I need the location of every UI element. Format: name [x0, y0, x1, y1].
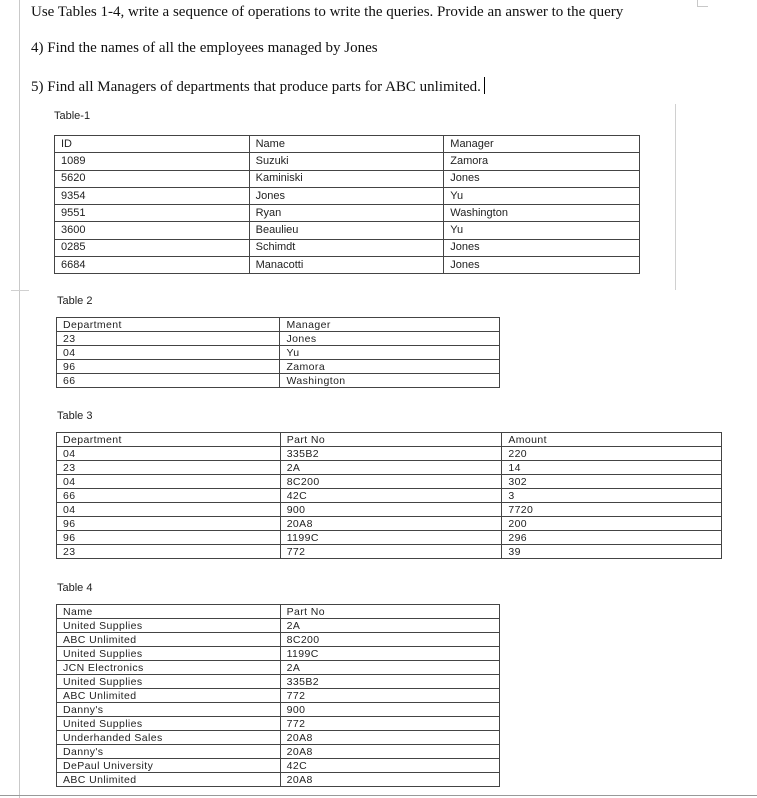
table-row — [57, 675, 500, 689]
table-cell: ABC Unlimited — [57, 689, 281, 703]
table-row — [55, 153, 640, 170]
table-row — [57, 447, 722, 461]
table-cell: Jones — [444, 257, 640, 274]
table-cell: 20A8 — [280, 745, 499, 759]
table-cell: 6684 — [55, 257, 250, 274]
table-cell: Ryan — [249, 205, 444, 222]
table-cell: ABC Unlimited — [57, 633, 281, 647]
table-header-row — [57, 433, 722, 447]
table-cell: 42C — [280, 489, 502, 503]
table-cell: DePaul University — [57, 759, 281, 773]
table-cell: Beaulieu — [249, 222, 444, 239]
table-row — [57, 717, 500, 731]
question-5[interactable] — [31, 77, 485, 96]
header-cell: Manager — [280, 318, 500, 332]
table-row — [57, 619, 500, 633]
table-row — [57, 489, 722, 503]
table-cell: 04 — [57, 346, 280, 360]
table-1 — [54, 135, 640, 274]
table-cell: 66 — [57, 374, 280, 388]
table-cell: 66 — [57, 489, 281, 503]
question-5-text: 5) Find all Managers of departments that produce parts for ABC unlimited. — [31, 79, 481, 95]
table-row — [55, 257, 640, 274]
table-cell: Manacotti — [249, 257, 444, 274]
table-cell: Suzuki — [249, 153, 444, 170]
table-cell: Jones — [280, 332, 500, 346]
table-row — [57, 703, 500, 717]
table-cell: Underhanded Sales — [57, 731, 281, 745]
header-cell: Amount — [502, 433, 722, 447]
table-row — [55, 222, 640, 239]
header-cell: Department — [57, 318, 280, 332]
table-cell: 9354 — [55, 187, 250, 204]
table-header-row — [57, 605, 500, 619]
table-cell: Jones — [249, 187, 444, 204]
table-2 — [56, 317, 500, 388]
table-row — [57, 346, 500, 360]
table-row — [57, 517, 722, 531]
table-row — [57, 503, 722, 517]
table-3 — [56, 432, 722, 559]
question-intro: Use Tables 1-4, write a sequence of operations to write the queries. Provide an answer to the query — [31, 4, 624, 20]
table-cell: 772 — [280, 545, 502, 559]
table1-caption: Table-1 — [54, 110, 91, 122]
table-row — [57, 759, 500, 773]
table-cell: 04 — [57, 447, 281, 461]
table-row — [57, 773, 500, 787]
text-boundary-mark — [11, 290, 29, 291]
header-cell: Part No — [280, 433, 502, 447]
table-cell: 20A8 — [280, 773, 499, 787]
table-header-row — [57, 318, 500, 332]
table-cell: 335B2 — [280, 675, 499, 689]
table-cell: Schimdt — [249, 239, 444, 256]
table-cell: United Supplies — [57, 647, 281, 661]
table-cell: United Supplies — [57, 675, 281, 689]
table-row — [57, 731, 500, 745]
table-cell: 900 — [280, 703, 499, 717]
table-row — [57, 689, 500, 703]
table-cell: 1199C — [280, 647, 499, 661]
table-row — [57, 647, 500, 661]
table-cell: JCN Electronics — [57, 661, 281, 675]
table-row — [57, 633, 500, 647]
table-cell: Danny's — [57, 745, 281, 759]
table-cell: Washington — [280, 374, 500, 388]
table-cell: 04 — [57, 475, 281, 489]
table-row — [55, 239, 640, 256]
table-cell: 8C200 — [280, 633, 499, 647]
table-cell: 302 — [502, 475, 722, 489]
table-cell: 296 — [502, 531, 722, 545]
table-cell: 2A — [280, 661, 499, 675]
table-cell: 3600 — [55, 222, 250, 239]
header-cell: Manager — [444, 136, 640, 153]
header-cell: Name — [57, 605, 281, 619]
table-cell: 96 — [57, 360, 280, 374]
table-cell: Zamora — [280, 360, 500, 374]
table-cell: 772 — [280, 717, 499, 731]
table-cell: 1089 — [55, 153, 250, 170]
table-row — [57, 545, 722, 559]
table-cell: 20A8 — [280, 517, 502, 531]
table-cell: 1199C — [280, 531, 502, 545]
table-cell: 23 — [57, 545, 281, 559]
table-row — [57, 461, 722, 475]
table-cell: 42C — [280, 759, 499, 773]
table-row — [57, 745, 500, 759]
table-cell: ABC Unlimited — [57, 773, 281, 787]
table-row — [57, 332, 500, 346]
table-cell: Jones — [444, 170, 640, 187]
table-cell: Yu — [444, 187, 640, 204]
table-row — [57, 531, 722, 545]
table-row — [57, 661, 500, 675]
table3-caption: Table 3 — [57, 410, 93, 422]
header-cell: Department — [57, 433, 281, 447]
table-cell: 9551 — [55, 205, 250, 222]
table-cell: 7720 — [502, 503, 722, 517]
table-cell: 5620 — [55, 170, 250, 187]
table-cell: 20A8 — [280, 731, 499, 745]
table-row — [57, 374, 500, 388]
table-row — [55, 170, 640, 187]
table-cell: 900 — [280, 503, 502, 517]
table2-caption: Table 2 — [57, 295, 93, 307]
table-cell: Jones — [444, 239, 640, 256]
table-cell: 200 — [502, 517, 722, 531]
table-row — [55, 187, 640, 204]
table-row — [57, 475, 722, 489]
table-cell: Washington — [444, 205, 640, 222]
text-boundary-right — [675, 104, 676, 290]
table-cell: Yu — [280, 346, 500, 360]
table-cell: 2A — [280, 619, 499, 633]
page-left-edge — [19, 0, 20, 798]
table-cell: 220 — [502, 447, 722, 461]
table-cell: Danny's — [57, 703, 281, 717]
table-cell: 23 — [57, 332, 280, 346]
table-cell: 0285 — [55, 239, 250, 256]
table-cell: 14 — [502, 461, 722, 475]
table-cell: 96 — [57, 531, 281, 545]
table-cell: United Supplies — [57, 717, 281, 731]
table-cell: 8C200 — [280, 475, 502, 489]
table-4 — [56, 604, 500, 787]
question-4: 4) Find the names of all the employees managed by Jones — [31, 40, 378, 56]
page-corner-mark — [697, 0, 708, 7]
table-row — [55, 205, 640, 222]
table-cell: Zamora — [444, 153, 640, 170]
table-header-row — [55, 136, 640, 153]
table-cell: 04 — [57, 503, 281, 517]
table-cell: Kaminiski — [249, 170, 444, 187]
table-cell: 39 — [502, 545, 722, 559]
table-cell: 335B2 — [280, 447, 502, 461]
table-row — [57, 360, 500, 374]
page-bottom-edge — [0, 795, 757, 796]
text-cursor — [484, 77, 485, 94]
table4-caption: Table 4 — [57, 582, 93, 594]
header-cell: Part No — [280, 605, 499, 619]
table-cell: 23 — [57, 461, 281, 475]
header-cell: ID — [55, 136, 250, 153]
table-cell: 96 — [57, 517, 281, 531]
table-cell: United Supplies — [57, 619, 281, 633]
table-cell: 3 — [502, 489, 722, 503]
table-cell: Yu — [444, 222, 640, 239]
table-cell: 772 — [280, 689, 499, 703]
table-cell: 2A — [280, 461, 502, 475]
header-cell: Name — [249, 136, 444, 153]
